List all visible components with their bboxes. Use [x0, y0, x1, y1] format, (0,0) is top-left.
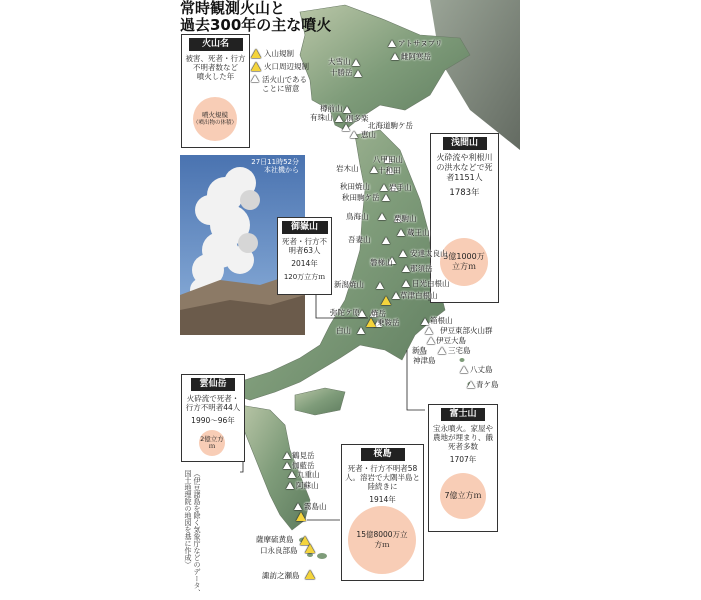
- volcano-label-kujusan: 九重山: [297, 470, 320, 479]
- volcano-label-tarumaesan: 樽前山: [320, 104, 343, 113]
- callout-asama: [430, 133, 499, 303]
- title-line-2: 過去300年の主な噴火: [180, 16, 332, 34]
- volcano-label-kirishimayama: 霧島山: [304, 502, 327, 511]
- volcano-marker-kuchinoerabujima: [305, 544, 315, 553]
- callout-unzen-year: 1990〜96年: [191, 416, 235, 425]
- volcano-label-tsurumidake: 鶴見岳: [292, 451, 315, 460]
- volcano-marker: [283, 452, 291, 459]
- volcano-marker: [370, 166, 378, 173]
- volcano-marker: [427, 337, 435, 344]
- volcano-label-kurikomayama: 栗駒山: [394, 214, 417, 223]
- volcano-label-nikkoshiranesan: 日光白根山: [412, 279, 450, 288]
- volcano-marker: [350, 131, 358, 138]
- volcano-label-miyakejima: 三宅島: [448, 346, 471, 355]
- volcano-marker: [425, 327, 433, 334]
- callout-fuji-circle: [440, 473, 486, 519]
- volcano-label-komagatake: 北海道駒ケ岳: [368, 121, 413, 130]
- callout-ontake-volume: 120万立方ｍ: [283, 273, 326, 281]
- volcano-label-kusatsushiranesan: 草津白根山: [400, 291, 438, 300]
- volcano-marker: [460, 366, 468, 373]
- volcano-label-hachijojima: 八丈島: [470, 365, 493, 374]
- photo-caption-line-1: 27日11時52分: [251, 158, 299, 166]
- volcano-marker: [283, 462, 291, 469]
- volcano-label-izutobu: 伊豆東部火山群: [440, 326, 493, 335]
- volcano-label-zaozan: 蔵王山: [407, 228, 430, 237]
- callout-fuji: [428, 404, 498, 532]
- volcano-marker: [352, 59, 360, 66]
- volcano-marker-suwanosejima: [305, 570, 315, 579]
- volcano-marker-sakurajima: [296, 512, 306, 521]
- callout-fuji-name: 富士山: [441, 408, 485, 421]
- volcano-label-midagahara: 弥陀ケ原: [330, 308, 360, 317]
- legend-crater-label: 火口周辺規制: [264, 62, 309, 71]
- volcano-marker: [438, 347, 446, 354]
- callout-fuji-volume: 7億立方ｍ: [444, 491, 482, 500]
- volcano-label-izuoshima: 伊豆大島: [436, 336, 466, 345]
- volcano-label-azumayama: 吾妻山: [348, 235, 371, 244]
- legend-row-crater: [251, 62, 321, 71]
- callout-fuji-text: 宝永噴火。家屋や農地が埋まり、餓死者多数: [433, 424, 493, 451]
- volcano-marker: [382, 237, 390, 244]
- active-volcano-icon: [251, 75, 259, 82]
- callout-asama-volume: 5億1000万立方ｍ: [443, 252, 485, 271]
- volcano-label-usuzan: 有珠山: [310, 113, 333, 122]
- callout-sakurajima: [341, 444, 424, 581]
- legend-symbols: [251, 45, 321, 93]
- legend-entry-label: 入山規制: [264, 49, 294, 58]
- volcano-label-iwakisan: 岩木山: [336, 164, 359, 173]
- legend-line-2: 不明者数など: [193, 63, 238, 72]
- volcano-marker: [397, 229, 405, 236]
- volcano-marker: [335, 115, 343, 122]
- volcano-marker: [380, 184, 388, 191]
- volcano-label-iwatesan: 岩手山: [389, 183, 412, 192]
- volcano-label-kozushima: 神津島: [413, 356, 436, 365]
- volcano-label-niigatayakeyama: 新潟焼山: [334, 280, 364, 289]
- callout-asama-text: 火砕流や利根川の洪水などで死者1151人: [436, 153, 493, 182]
- volcano-marker: [402, 265, 410, 272]
- volcano-label-hakkodasan: 八甲田山: [373, 155, 403, 164]
- volcano-marker: [294, 503, 302, 510]
- map-title: [180, 0, 331, 34]
- volcano-label-satsumaiojima: 薩摩硫黄島: [256, 535, 294, 544]
- photo-caption: [251, 158, 299, 174]
- callout-sakurajima-name: 桜島: [361, 448, 405, 461]
- title-line-1: 常時観測火山と: [180, 0, 286, 17]
- volcano-label-kuchinoerabujima: 口永良部島: [260, 546, 298, 555]
- callout-ontake: [277, 217, 332, 295]
- volcano-label-suwanosejima: 諏訪之瀬島: [262, 571, 300, 580]
- legend-desc: [182, 51, 249, 81]
- volcano-marker: [342, 124, 350, 131]
- volcano-marker: [388, 40, 396, 47]
- callout-fuji-year: 1707年: [449, 455, 477, 464]
- volcano-label-aogashima: 青ケ島: [476, 380, 499, 389]
- callout-ontake-text: 死者・行方不明者63人: [282, 237, 327, 255]
- callout-unzen-volume: 2億立方ｍ: [200, 435, 224, 450]
- volcano-marker: [357, 327, 365, 334]
- volcano-label-adatarayama: 安達太良山: [410, 249, 448, 258]
- callout-unzen-text: 火砕流で死者・行方不明者44人: [185, 394, 241, 412]
- volcano-marker: [378, 213, 386, 220]
- volcano-marker: [467, 381, 475, 388]
- legend-scale-label: 噴火規模: [202, 111, 228, 119]
- callout-ontake-year: 2014年: [291, 259, 318, 268]
- callout-asama-year: 1783年: [449, 188, 480, 198]
- volcano-marker: [354, 70, 362, 77]
- volcano-marker: [391, 53, 399, 60]
- legend-scale-sub: （噴出物の体積）: [193, 120, 238, 126]
- volcano-label-asosan: 阿蘇山: [296, 481, 319, 490]
- volcano-label-niijima: 新島: [412, 346, 427, 355]
- volcano-label-akitakomagatake: 秋田駒ケ岳: [342, 193, 380, 202]
- volcano-label-hakoneyama: 箱根山: [430, 316, 453, 325]
- callout-sakurajima-circle: [348, 506, 416, 574]
- volcano-marker-asama: [381, 296, 391, 305]
- callout-unzen-name: 雲仙岳: [191, 378, 235, 391]
- volcano-marker: [288, 471, 296, 478]
- volcano-marker: [399, 250, 407, 257]
- legend-scale-circle: [193, 97, 237, 141]
- legend-row-entry: [251, 49, 321, 58]
- volcano-label-esan: 恵山: [361, 130, 376, 139]
- volcano-marker: [286, 482, 294, 489]
- volcano-marker: [392, 292, 400, 299]
- entry-restriction-icon: [251, 49, 261, 58]
- callout-unzen: [181, 374, 245, 462]
- volcano-label-tokachidake: 十勝岳: [330, 68, 353, 77]
- volcano-label-yakedake: 焼岳: [371, 309, 386, 318]
- legend-row-active: [251, 75, 321, 93]
- volcano-label-garanoyama: 伽藍岳: [292, 461, 315, 470]
- photo-caption-line-2: 本社機から: [264, 166, 299, 174]
- volcano-label-bandaisan: 磐梯山: [370, 258, 393, 267]
- legend-active-label: 活火山である ことに留意: [262, 75, 307, 93]
- callout-sakurajima-year: 1914年: [369, 495, 396, 504]
- volcano-marker: [343, 106, 351, 113]
- volcano-label-towada: 十和田: [378, 166, 401, 175]
- legend-box: [181, 34, 250, 148]
- volcano-label-meakandake: 雌阿寒岳: [401, 52, 431, 61]
- volcano-label-kuttara: 倶多楽: [346, 114, 369, 123]
- volcano-marker: [376, 282, 384, 289]
- volcano-label-akitayakeyama: 秋田焼山: [340, 182, 370, 191]
- volcano-marker: [382, 194, 390, 201]
- legend-line-3: 噴火した年: [196, 72, 235, 81]
- volcano-marker: [421, 318, 429, 325]
- crater-restriction-icon: [251, 62, 261, 71]
- source-note: （伊豆諸島を除く気象庁などのデータ、国土地理院の地図を基に作成）: [184, 470, 201, 596]
- volcano-label-hakusan: 白山: [336, 326, 351, 335]
- volcano-label-taisetsuzan: 大雪山: [328, 57, 351, 66]
- callout-unzen-circle: [199, 430, 225, 456]
- callout-sakurajima-text: 死者・行方不明者58人。溶岩で大隅半島と陸続きに: [345, 464, 420, 491]
- legend-header: 火山名: [189, 38, 243, 51]
- volcano-label-atosanupuri: アトサヌプリ: [398, 39, 443, 48]
- shikoku-landmass: [295, 388, 345, 415]
- callout-asama-name: 浅間山: [443, 137, 487, 150]
- volcano-label-norikuradake: 乗鞍岳: [377, 318, 400, 327]
- volcano-marker-ontake: [366, 318, 376, 327]
- callout-ontake-name: 御嶽山: [282, 221, 328, 234]
- volcano-label-nasudake: 那須岳: [410, 264, 433, 273]
- callout-sakurajima-volume: 15億8000万立方ｍ: [356, 530, 408, 549]
- legend-line-1: 被害、死者・行方: [185, 54, 246, 63]
- volcano-label-chokaisan: 鳥海山: [346, 212, 369, 221]
- volcano-marker: [402, 280, 410, 287]
